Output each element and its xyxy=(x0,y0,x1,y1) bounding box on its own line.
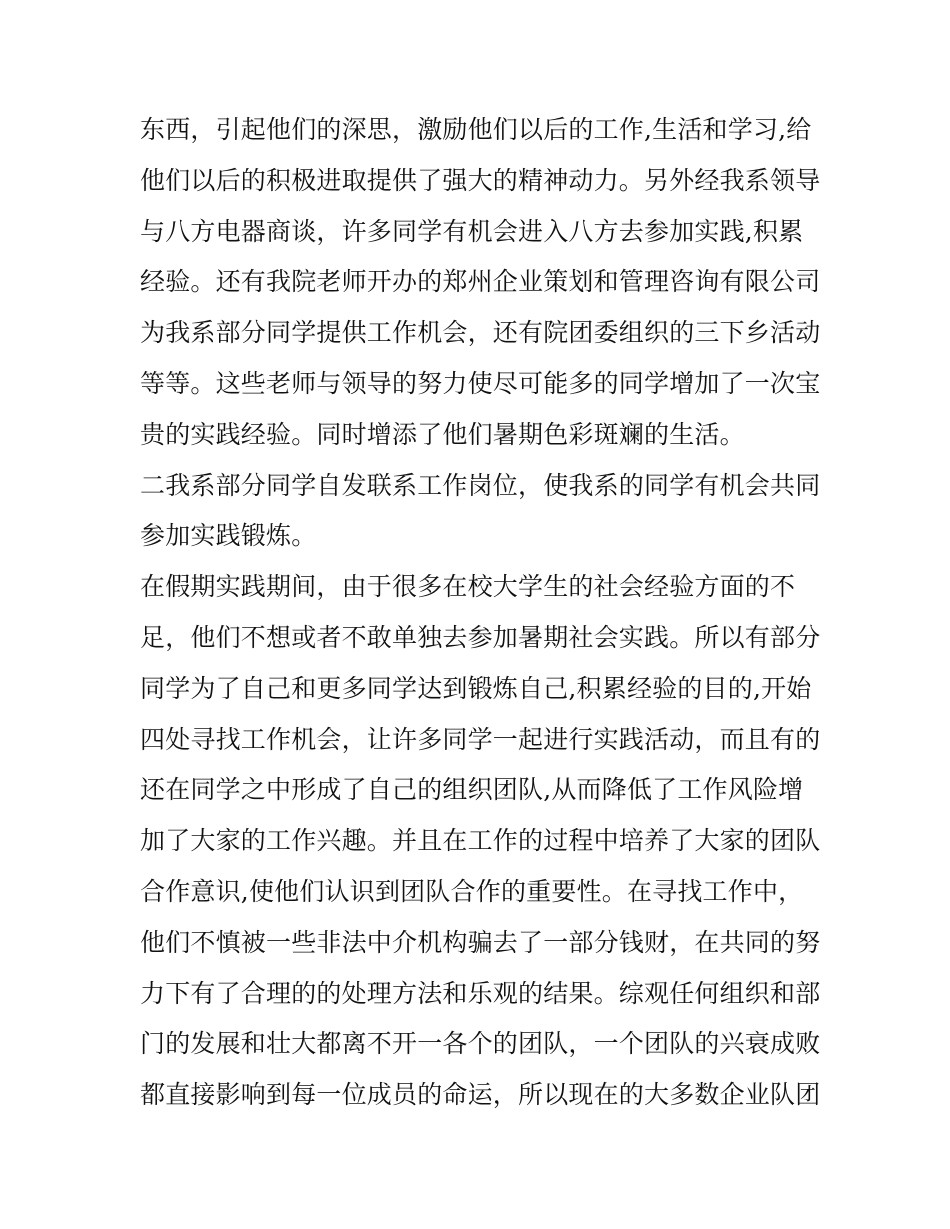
text-line-16: 合作意识,使他们认识到团队合作的重要性。在寻找工作中， xyxy=(140,876,804,906)
text-line-11: 足，他们不想或者不敢单独去参加暑期社会实践。所以有部分 xyxy=(140,622,821,652)
text-line-20: 都直接影响到每一位成员的命运，所以现在的大多数企业队团 xyxy=(140,1080,821,1110)
text-line-15: 加了大家的工作兴趣。并且在工作的过程中培养了大家的团队 xyxy=(140,826,821,856)
text-line-14: 还在同学之中形成了自己的组织团队,从而降低了工作风险增 xyxy=(140,775,804,805)
text-line-1: 东西，引起他们的深思，激励他们以后的工作,生活和学习,给 xyxy=(140,115,812,144)
body-text xyxy=(140,105,820,1121)
text-line-13: 四处寻找工作机会，让许多同学一起进行实践活动，而且有的 xyxy=(140,724,821,754)
text-line-10: 在假期实践期间，由于很多在校大学生的社会经验方面的不 xyxy=(140,572,796,602)
text-line-9: 参加实践锻炼。 xyxy=(140,521,317,551)
text-line-8: 二我系部分同学自发联系工作岗位，使我系的同学有机会共同 xyxy=(140,470,821,500)
text-line-3: 与八方电器商谈，许多同学有机会进入八方去参加实践,积累 xyxy=(140,216,804,246)
text-line-19: 门的发展和壮大都离不开一各个的团队，一个团队的兴衰成败 xyxy=(140,1029,821,1059)
text-line-17: 他们不慎被一些非法中介机构骗去了一部分钱财，在共同的努 xyxy=(140,927,821,957)
text-line-7: 贵的实践经验。同时增添了他们暑期色彩斑斓的生活。 xyxy=(140,419,745,449)
text-line-18: 力下有了合理的的处理方法和乐观的结果。综观任何组织和部 xyxy=(140,978,821,1008)
text-line-12: 同学为了自己和更多同学达到锻炼自己,积累经验的目的,开始 xyxy=(140,673,812,703)
text-line-6: 等等。这些老师与领导的努力使尽可能多的同学增加了一次宝 xyxy=(140,368,821,398)
text-line-4: 经验。还有我院老师开办的郑州企业策划和管理咨询有限公司 xyxy=(140,267,821,297)
text-line-5: 为我系部分同学提供工作机会，还有院团委组织的三下乡活动 xyxy=(140,318,821,348)
text-line-2: 他们以后的积极进取提供了强大的精神动力。另外经我系领导 xyxy=(140,165,821,195)
